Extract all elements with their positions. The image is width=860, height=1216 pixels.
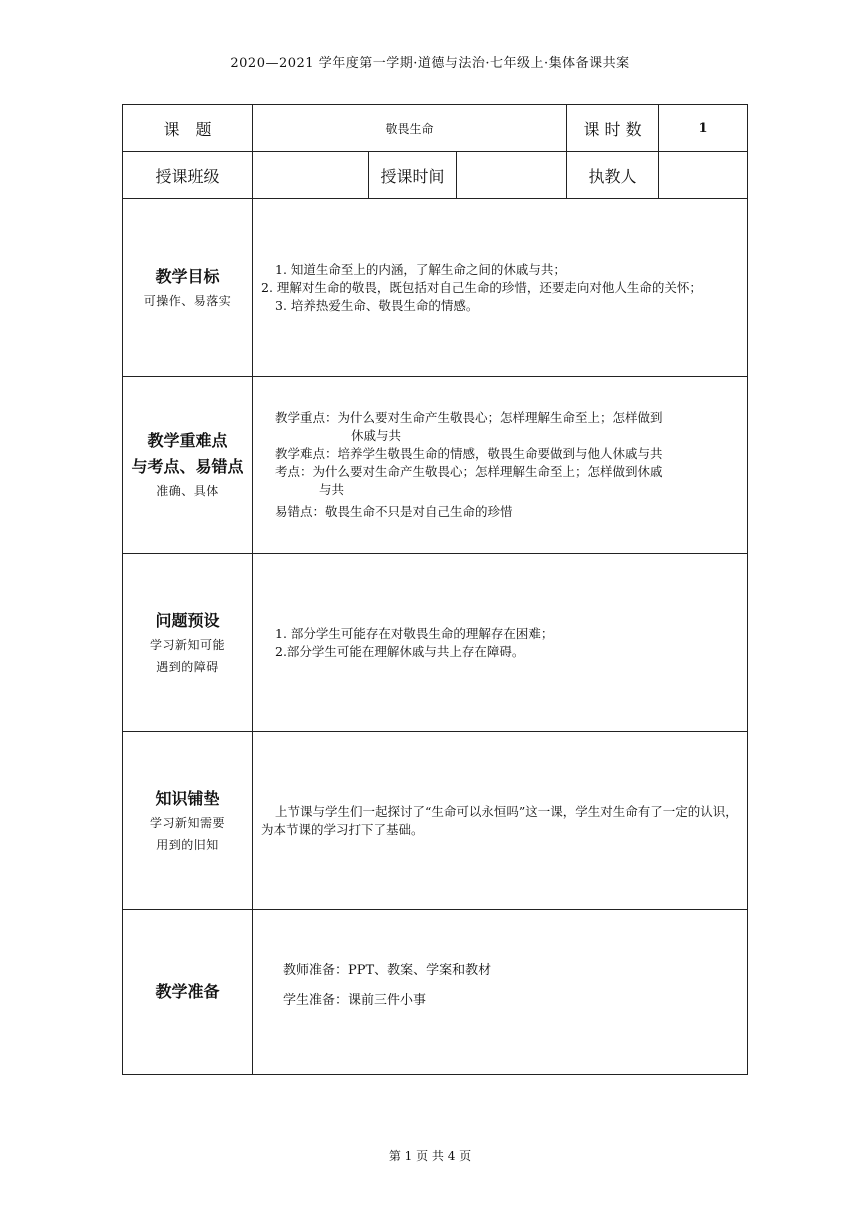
keypoints-label-line1: 教学重难点 <box>147 431 228 450</box>
keypoints-content <box>253 377 748 554</box>
prior-label-cell <box>123 732 253 910</box>
goal-item: 2. 理解对生命的敬畏，既包括对自己生命的珍惜，还要走向对他人生命的关怀； <box>261 279 702 295</box>
student-prep: 学生准备：课前三件小事 <box>283 993 427 1008</box>
prior-row <box>123 732 748 910</box>
problems-sublabel-line1: 学习新知可能 <box>149 637 225 652</box>
prior-text: 上节课与学生们一起探讨了“生命可以永恒吗”这一课，学生对生命有了一定的认识，为本节课的学习打下了基础。 <box>261 803 738 837</box>
prep-label-cell <box>123 910 253 1075</box>
goal-item: 3. 培养热爱生命、敬畏生命的情感。 <box>275 297 479 313</box>
keypoints-row <box>123 377 748 554</box>
topic-label: 课 题 <box>123 105 253 152</box>
keypoints-sublabel: 准确、具体 <box>156 484 219 498</box>
goals-label: 教学目标 <box>155 266 220 286</box>
goals-sublabel: 可操作、易落实 <box>143 293 232 308</box>
prior-sublabel-line1: 学习新知需要 <box>149 815 225 830</box>
prep-label: 教学准备 <box>155 982 220 1001</box>
prep-content <box>253 910 748 1075</box>
hours-label: 课 时 数 <box>567 105 659 152</box>
prior-label: 知识铺垫 <box>155 788 220 808</box>
topic-row <box>123 105 748 152</box>
time-value <box>457 152 567 199</box>
difficult-point: 教学难点：培养学生敬畏生命的情感，敬畏生命要做到与他人休戚与共 <box>275 446 663 461</box>
teacher-value <box>659 152 748 199</box>
problems-content <box>253 554 748 732</box>
keypoints-label-cell <box>123 377 253 554</box>
exam-point-head: 考点：为什么要对生命产生敬畏心；怎样理解生命至上；怎样做到休戚 <box>275 464 663 479</box>
problems-sublabel-line2: 遇到的障碍 <box>156 659 219 674</box>
problems-row <box>123 554 748 732</box>
error-point: 易错点：敬畏生命不只是对自己生命的珍惜 <box>275 504 513 519</box>
teacher-label: 执教人 <box>567 152 659 199</box>
problem-item: 1. 部分学生可能存在对敬畏生命的理解存在困难； <box>275 625 554 641</box>
lesson-plan-table <box>122 104 748 1075</box>
page-footer: 第 1 页 共 4 页 <box>388 1149 472 1163</box>
time-label: 授课时间 <box>369 152 457 199</box>
keypoints-label-line2: 与考点、易错点 <box>131 457 244 476</box>
class-value <box>253 152 369 199</box>
prior-sublabel-line2: 用到的旧知 <box>156 837 219 852</box>
hours-value: 1 <box>659 105 748 152</box>
exam-point <box>261 463 739 499</box>
problems-label: 问题预设 <box>155 610 220 630</box>
exam-point-tail: 与共 <box>319 482 345 497</box>
goals-row <box>123 199 748 377</box>
class-row <box>123 152 748 199</box>
problem-item: 2.部分学生可能在理解休戚与共上存在障碍。 <box>275 643 525 659</box>
topic-value: 敬畏生命 <box>253 105 567 152</box>
goals-content <box>253 199 748 377</box>
prep-row <box>123 910 748 1075</box>
key-point <box>261 409 739 445</box>
problems-label-cell <box>123 554 253 732</box>
prior-content <box>253 732 748 910</box>
page-header: 2020—2021 学年度第一学期·道德与法治·七年级上·集体备课共案 <box>230 56 630 71</box>
goals-label-cell <box>123 199 253 377</box>
class-label: 授课班级 <box>123 152 253 199</box>
key-point-tail: 休戚与共 <box>351 428 402 443</box>
teacher-prep: 教师准备：PPT、教案、学案和教材 <box>283 963 492 978</box>
key-point-head: 教学重点：为什么要对生命产生敬畏心；怎样理解生命至上；怎样做到 <box>275 410 663 425</box>
goal-item: 1. 知道生命至上的内涵，了解生命之间的休戚与共； <box>275 261 566 277</box>
